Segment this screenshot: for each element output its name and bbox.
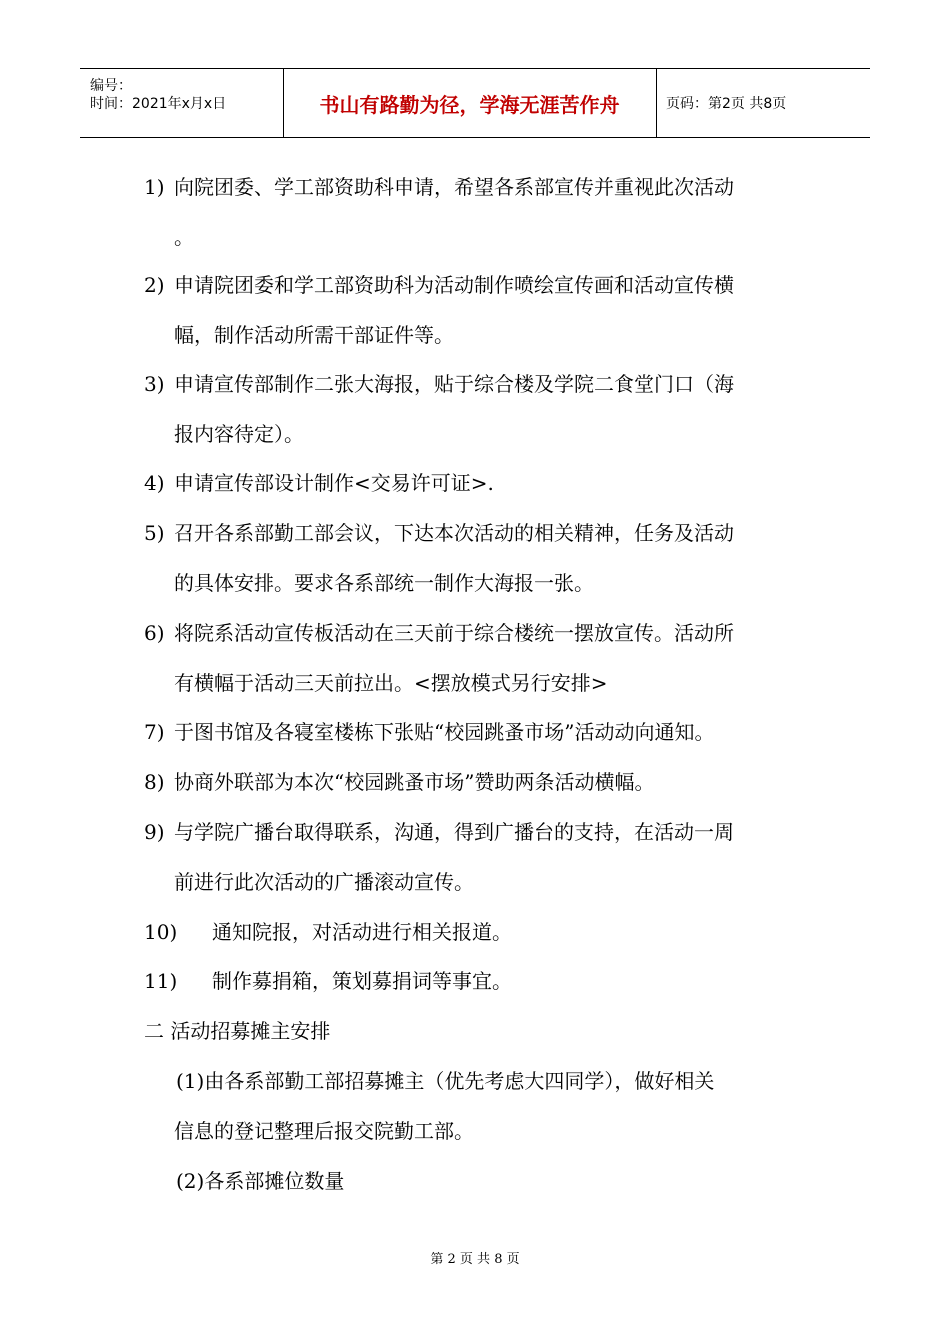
paragraph-line: (1)由各系部勤工部招募摊主（优先考虑大四同学），做好相关: [176, 1069, 715, 1093]
list-item-continuation: 的具体安排。要求各系部统一制作大海报一张。: [174, 571, 594, 595]
list-item-number: 11): [144, 969, 178, 993]
list-item-text: 协商外联部为本次“校园跳蚤市场”赞助两条活动横幅。: [174, 770, 655, 794]
list-item-text: 制作募捐箱，策划募捐词等事宜。: [212, 969, 512, 993]
page-footer: 第 2 页 共 8 页: [430, 1252, 520, 1267]
list-item-text: 申请宣传部制作二张大海报，贴于综合楼及学院二食堂门口（海: [174, 372, 734, 396]
list-item-continuation: 报内容待定）。: [174, 422, 304, 446]
list-item-text: 申请宣传部设计制作<交易许可证>.: [174, 471, 494, 495]
list-item-number: 2): [144, 273, 165, 297]
list-item-number: 8): [144, 770, 165, 794]
list-item-continuation: 有横幅于活动三天前拉出。<摆放模式另行安排>: [174, 671, 608, 695]
list-item-text: 于图书馆及各寝室楼栋下张贴“校园跳蚤市场”活动动向通知。: [174, 720, 715, 744]
list-item-number: 3): [144, 372, 165, 396]
header-meta-cell: [80, 69, 284, 137]
header-table: [80, 68, 870, 138]
list-item-number: 6): [144, 621, 165, 645]
number-label: 编号：: [90, 78, 132, 94]
list-item-text: 召开各系部勤工部会议，下达本次活动的相关精神，任务及活动: [174, 521, 734, 545]
list-item-number: 9): [144, 820, 165, 844]
list-item-text: 与学院广播台取得联系，沟通，得到广播台的支持，在活动一周: [174, 820, 734, 844]
list-item-number: 5): [144, 521, 165, 545]
header-page-info: 页码：第2页 共8页: [666, 96, 787, 112]
list-item-text: 通知院报，对活动进行相关报道。: [212, 920, 512, 944]
list-item-text: 申请院团委和学工部资助科为活动制作喷绘宣传画和活动宣传横: [174, 273, 734, 297]
paragraph-line: 信息的登记整理后报交院勤工部。: [174, 1119, 474, 1143]
header-motto: 书山有路勤为径，学海无涯苦作舟: [283, 69, 657, 137]
list-item-number: 7): [144, 720, 165, 744]
list-item-text: 将院系活动宣传板活动在三天前于综合楼统一摆放宣传。活动所: [174, 621, 734, 645]
time-label: 时间：2021年x月x日: [90, 96, 227, 112]
list-item-number: 1): [144, 175, 165, 199]
list-item-number: 10): [144, 920, 178, 944]
section-heading: 二 活动招募摊主安排: [144, 1019, 331, 1043]
list-item-continuation: 幅，制作活动所需干部证件等。: [174, 323, 454, 347]
list-item-continuation: 前进行此次活动的广播滚动宣传。: [174, 870, 474, 894]
list-item-number: 4): [144, 471, 165, 495]
paragraph-line: (2)各系部摊位数量: [176, 1169, 345, 1193]
list-item-text: 向院团委、学工部资助科申请，希望各系部宣传并重视此次活动: [174, 175, 734, 199]
list-item-continuation: 。: [174, 225, 194, 249]
